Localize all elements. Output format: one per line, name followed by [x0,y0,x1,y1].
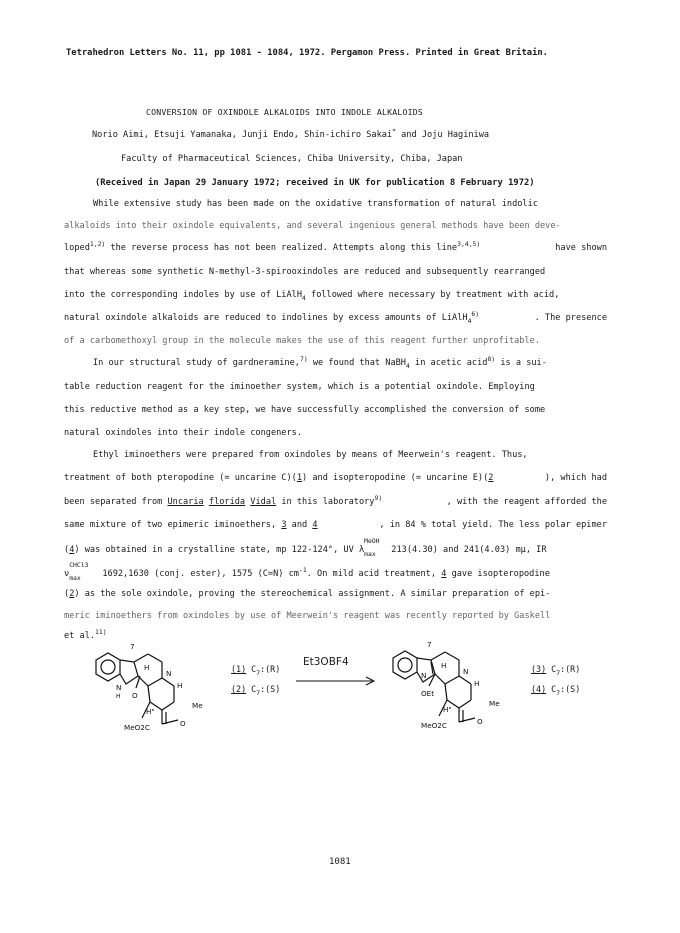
p1-line-5: into the corresponding indoles by use of LiAlH$_4$ followed where necessary by treatment with acid, [64,290,560,302]
p3-line-9: et al.$^{11)}$ [64,628,107,641]
benzene-ring [96,653,120,681]
svg-text:MeO2C: MeO2C [421,721,447,730]
svg-text:N: N [116,683,122,692]
svg-text:MeO2C: MeO2C [124,723,150,732]
p3-line-2: treatment of both pteropodine (= uncarine C)(1) and isopteropodine (= uncarine E)(2 ), which had [64,473,607,483]
p3-line-6: ν CHCl3 max 1692,1630 (conj. ester), 1575 (C=N) $cm^{-1}$. On mild acid treatment, 4 gave isopteropodine [64,561,550,582]
p3-line-4: same mixture of two epimeric iminoethers, 3 and 4 , in 84 % total yield. The less polar epimer [64,520,607,530]
svg-text:7: 7 [427,640,432,649]
benzene-ring-right [393,651,417,679]
oxindole-structure [86,640,226,740]
svg-text:Me: Me [192,701,203,710]
article-title: CONVERSION OF OXINDOLE ALKALOIDS INTO INDOLE ALKALOIDS [146,107,423,117]
reagent-label: Et3OBF4 [303,656,349,668]
svg-text:OEt: OEt [421,689,435,698]
p2-line-4: natural oxindoles into their indole congeners. [64,428,302,438]
svg-text:H": H" [443,705,452,714]
iminoether-structure [383,638,523,738]
compound-label-3: (3) $C_7:(R)$ [531,664,581,677]
p3-line-8: meric iminoethers from oxindoles by use of Meerwein's reagent was recently reported by Gaskell [64,611,551,621]
svg-text:H: H [177,681,183,690]
p2-line-2: table reduction reagent for the iminoether system, which is a potential oxindole. Employing [64,382,535,392]
p1-line-7: of a carbomethoxyl group in the molecule makes the use of this reagent further unprofitable. [64,336,540,346]
aromatic-circle-right [398,658,412,672]
p3-line-7: (2) as the sole oxindole, proving the stereochemical assignment. A similar preparation of epi- [64,589,551,599]
p1-line-2: alkaloids into their oxindole equivalents, and several ingenious general methods have been deve- [64,221,561,231]
svg-text:N: N [421,671,427,680]
svg-text:O: O [477,717,483,726]
p3-line-3: been separated from Uncaria florida Vidal in this laboratory$^{9)}$ , with the reagent afforded the [64,494,607,507]
reaction-arrow [296,676,378,686]
svg-text:Me: Me [489,699,500,708]
p2-line-3: this reductive method as a key step, we have successfully accomplished the conversion of some [64,405,546,415]
svg-text:H: H [116,693,121,700]
compound-label-2: (2) $C_7:(S)$ [231,684,281,697]
svg-text:O: O [132,691,138,700]
p3-line-1: Ethyl iminoethers were prepared from oxindoles by means of Meerwein's reagent. Thus, [93,450,528,460]
p1-line-6: natural oxindole alkaloids are reduced to indolines by excess amounts of LiAlH$_4^{6)}$ . The presence [64,310,607,325]
p3-line-5: (4) was obtained in a crystalline state, mp 122-124°, UV λ MeOH max 213(4.30) and 241(4.03) mμ, IR [64,537,547,558]
journal-header: Tetrahedron Letters No. 11, pp 1081 - 1084, 1972. Pergamon Press. Printed in Great Britain. [66,48,548,58]
svg-text:N: N [463,667,469,676]
compound-label-1: (1) $C_7:(R)$ [231,664,281,677]
svg-text:H: H [441,661,447,670]
p1-line-1: While extensive study has been made on the oxidative transformation of natural indolic [93,199,538,209]
svg-text:H": H" [146,707,155,716]
p1-line-4: that whereas some synthetic N-methyl-3-spirooxindoles are reduced and subsequently rearranged [64,267,546,277]
page-number: 1081 [329,857,351,867]
svg-text:H: H [474,679,480,688]
svg-text:N: N [166,669,172,678]
aromatic-circle [101,660,115,674]
affiliation: Faculty of Pharmaceutical Sciences, Chiba University, Chiba, Japan [121,154,463,164]
svg-text:7: 7 [130,642,135,651]
svg-text:H: H [144,663,150,672]
compound-label-4: (4) $C_7:(S)$ [531,684,581,697]
authors: Norio Aimi, Etsuji Yamanaka, Junji Endo, Shin-ichiro Sakai* and Joju Haginiwa [92,127,490,140]
p2-line-1: In our structural study of gardneramine,$^{7)}$ we found that NaBH$_4$ in acetic acid$^{8)}$ is a sui- [93,355,547,370]
svg-text:O: O [180,719,186,728]
received-dates: (Received in Japan 29 January 1972; received in UK for publication 8 February 1972) [95,178,535,188]
p1-line-3: loped$^{1,2)}$ the reverse process has not been realized. Attempts along this line$^{3,4,5)}$ have shown [64,240,607,253]
